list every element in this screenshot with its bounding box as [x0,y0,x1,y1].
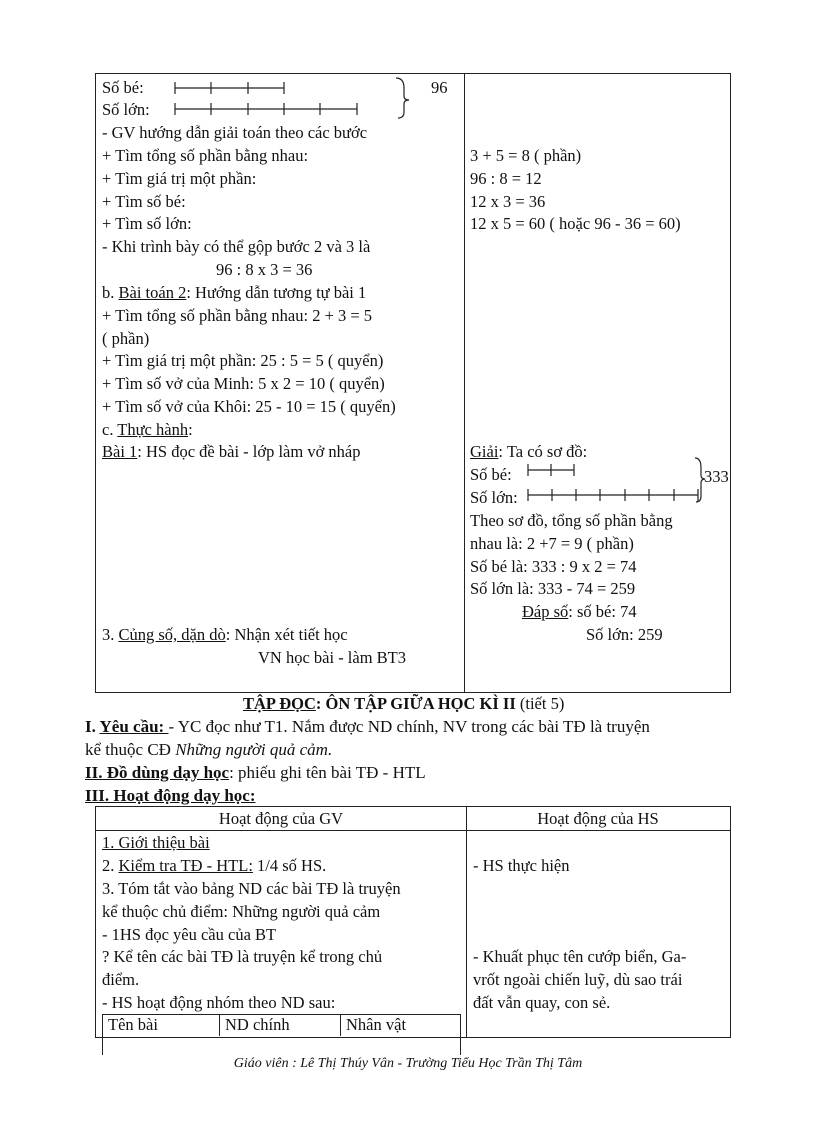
bai-toan-2-rest: : Hướng dẫn tương tự bài 1 [186,283,367,302]
answer-line: 3 + 5 = 8 ( phần) [470,146,582,165]
req-line2-plain: kể thuộc CĐ [85,740,176,759]
step-line: + Tìm số bé: [102,192,186,211]
cung-co-rest: : Nhận xét tiết học [225,625,348,644]
bai-1-title: Bài 1 [102,442,138,461]
answer-line: 12 x 5 = 60 ( hoặc 96 - 36 = 60) [470,214,681,233]
subtable-header-ten-bai: Tên bài [108,1015,158,1034]
bai-toan-2-heading [102,282,366,304]
lesson-name: : ÔN TẬP GIỮA HỌC KÌ II [315,694,516,713]
dap-so-title: Đáp số [522,602,569,621]
answer-line: 96 : 8 = 12 [470,169,542,188]
activities-label: III. Hoạt động dạy học: [85,786,256,805]
lesson-title [243,693,564,715]
activities-header-rule [95,830,730,831]
step-line: - Khi trình bày có thể gộp bước 2 và 3 là [102,237,371,256]
dap-so-rest: : số bé: 74 [568,602,637,621]
thuc-hanh-heading [102,419,193,441]
solution-line: Số lớn là: 333 - 74 = 259 [470,579,636,598]
step-line: + Tìm tổng số phần bằng nhau: [102,146,309,165]
b-line: ( phần) [102,329,150,348]
total-333: 333 [704,467,729,486]
b-line: + Tìm số vở của Minh: 5 x 2 = 10 ( quyển) [102,374,385,393]
thuc-hanh-title: Thực hành [117,420,189,439]
tools-text: : phiếu ghi tên bài TĐ - HTL [229,763,426,782]
so-be-label-2: Số bé: [470,465,512,484]
gv-line: kể thuộc chủ điểm: Những người quả cảm [102,902,381,921]
lesson-type: TẬP ĐỌC [243,694,316,713]
total-96: 96 [431,78,448,97]
so-lon-label-2: Số lớn: [470,488,518,507]
hs-line: vrốt ngoài chiến luỹ, dù sao trái [473,970,683,989]
bai-toan-2-title: Bài toán 2 [118,283,187,302]
hs-line: đất vẫn quay, con sẻ. [473,993,611,1012]
header-gv: Hoạt động của GV [218,809,344,828]
tools-line [85,762,426,784]
b-line: + Tìm tổng số phần bằng nhau: 2 + 3 = 5 [102,306,373,325]
b-line: + Tìm số vở của Khôi: 25 - 10 = 15 ( quyển) [102,397,396,416]
step-line: + Tìm giá trị một phần: [102,169,257,188]
prefix: c. [102,420,118,439]
segment-diagram-2 [524,460,734,510]
activities-divider [466,806,467,1037]
subtable-divider [340,1014,341,1036]
formula-line: 96 : 8 x 3 = 36 [216,260,313,279]
lesson-period: (tiết 5) [515,694,565,713]
subtable-divider [219,1014,220,1036]
solution-line: nhau là: 2 +7 = 9 ( phần) [470,534,634,553]
bai-1-line [102,441,361,463]
gv-line: - 1HS đọc yêu cầu của BT [102,925,277,944]
bai-1-rest: : HS đọc đề bài - lớp làm vở nháp [137,442,361,461]
math-table-divider [464,73,465,692]
gv-line: điểm. [102,970,140,989]
req-text: - YC đọc như T1. Nắm được ND chính, NV trong các bài TĐ là truyện [168,717,650,736]
gv-line: 3. Tóm tắt vào bảng ND các bài TĐ là truyện [102,879,401,898]
giai-rest: : Ta có sơ đồ: [498,442,588,461]
solution-line: Số bé là: 333 : 9 x 2 = 74 [470,557,637,576]
prefix: 2. [102,856,119,875]
page-footer: Giáo viên : Lê Thị Thúy Vân - Trường Tiểu Học Trần Thị Tâm [233,1056,583,1071]
step-line: + Tìm số lớn: [102,214,192,233]
hs-item-1: - HS thực hiện [473,856,570,875]
hs-line: - Khuất phục tên cướp biển, Ga- [473,947,687,966]
subtable-header-nhan-vat: Nhân vật [346,1015,407,1034]
req-line2-italic: Những người quả cảm. [175,740,333,759]
answer-line: 12 x 3 = 36 [470,192,546,211]
tools-label: II. Đồ dùng dạy học [85,763,230,782]
req-num: I. [85,717,100,736]
giai-title: Giải [470,442,499,461]
cung-co-heading [102,624,348,646]
subtable-header-nd-chinh: ND chính [225,1015,290,1034]
gv-item-2-title: Kiểm tra TĐ - HTL: [118,856,253,875]
gv-item-2-rest: 1/4 số HS. [252,856,327,875]
requirements-line [85,716,650,738]
solution-line: Theo sơ đồ, tổng số phần bằng [470,511,673,530]
gv-item-2 [102,855,326,877]
dap-so-line [522,601,637,623]
cung-co-title: Củng số, dặn dò [118,625,226,644]
header-hs: Hoạt động của HS [537,809,659,828]
dap-so-line2: Số lớn: 259 [586,625,663,644]
gv-item-1: 1. Giới thiệu bài [102,833,210,852]
prefix: 3. [102,625,119,644]
segment-diagram-1 [170,78,470,128]
b-line: + Tìm giá trị một phần: 25 : 5 = 5 ( quyển) [102,351,384,370]
step-line: - GV hướng dẫn giải toán theo các bước [102,123,368,142]
so-lon-label: Số lớn: [102,100,150,119]
gv-line: ? Kể tên các bài TĐ là truyện kể trong chủ [102,947,383,966]
so-be-label: Số bé: [102,78,144,97]
requirements-line2 [85,739,332,761]
req-label: Yêu cầu: [99,717,169,736]
gv-line: - HS hoạt động nhóm theo ND sau: [102,993,336,1012]
cung-co-line2: VN học bài - làm BT3 [258,648,407,667]
prefix: b. [102,283,119,302]
colon: : [188,420,193,439]
